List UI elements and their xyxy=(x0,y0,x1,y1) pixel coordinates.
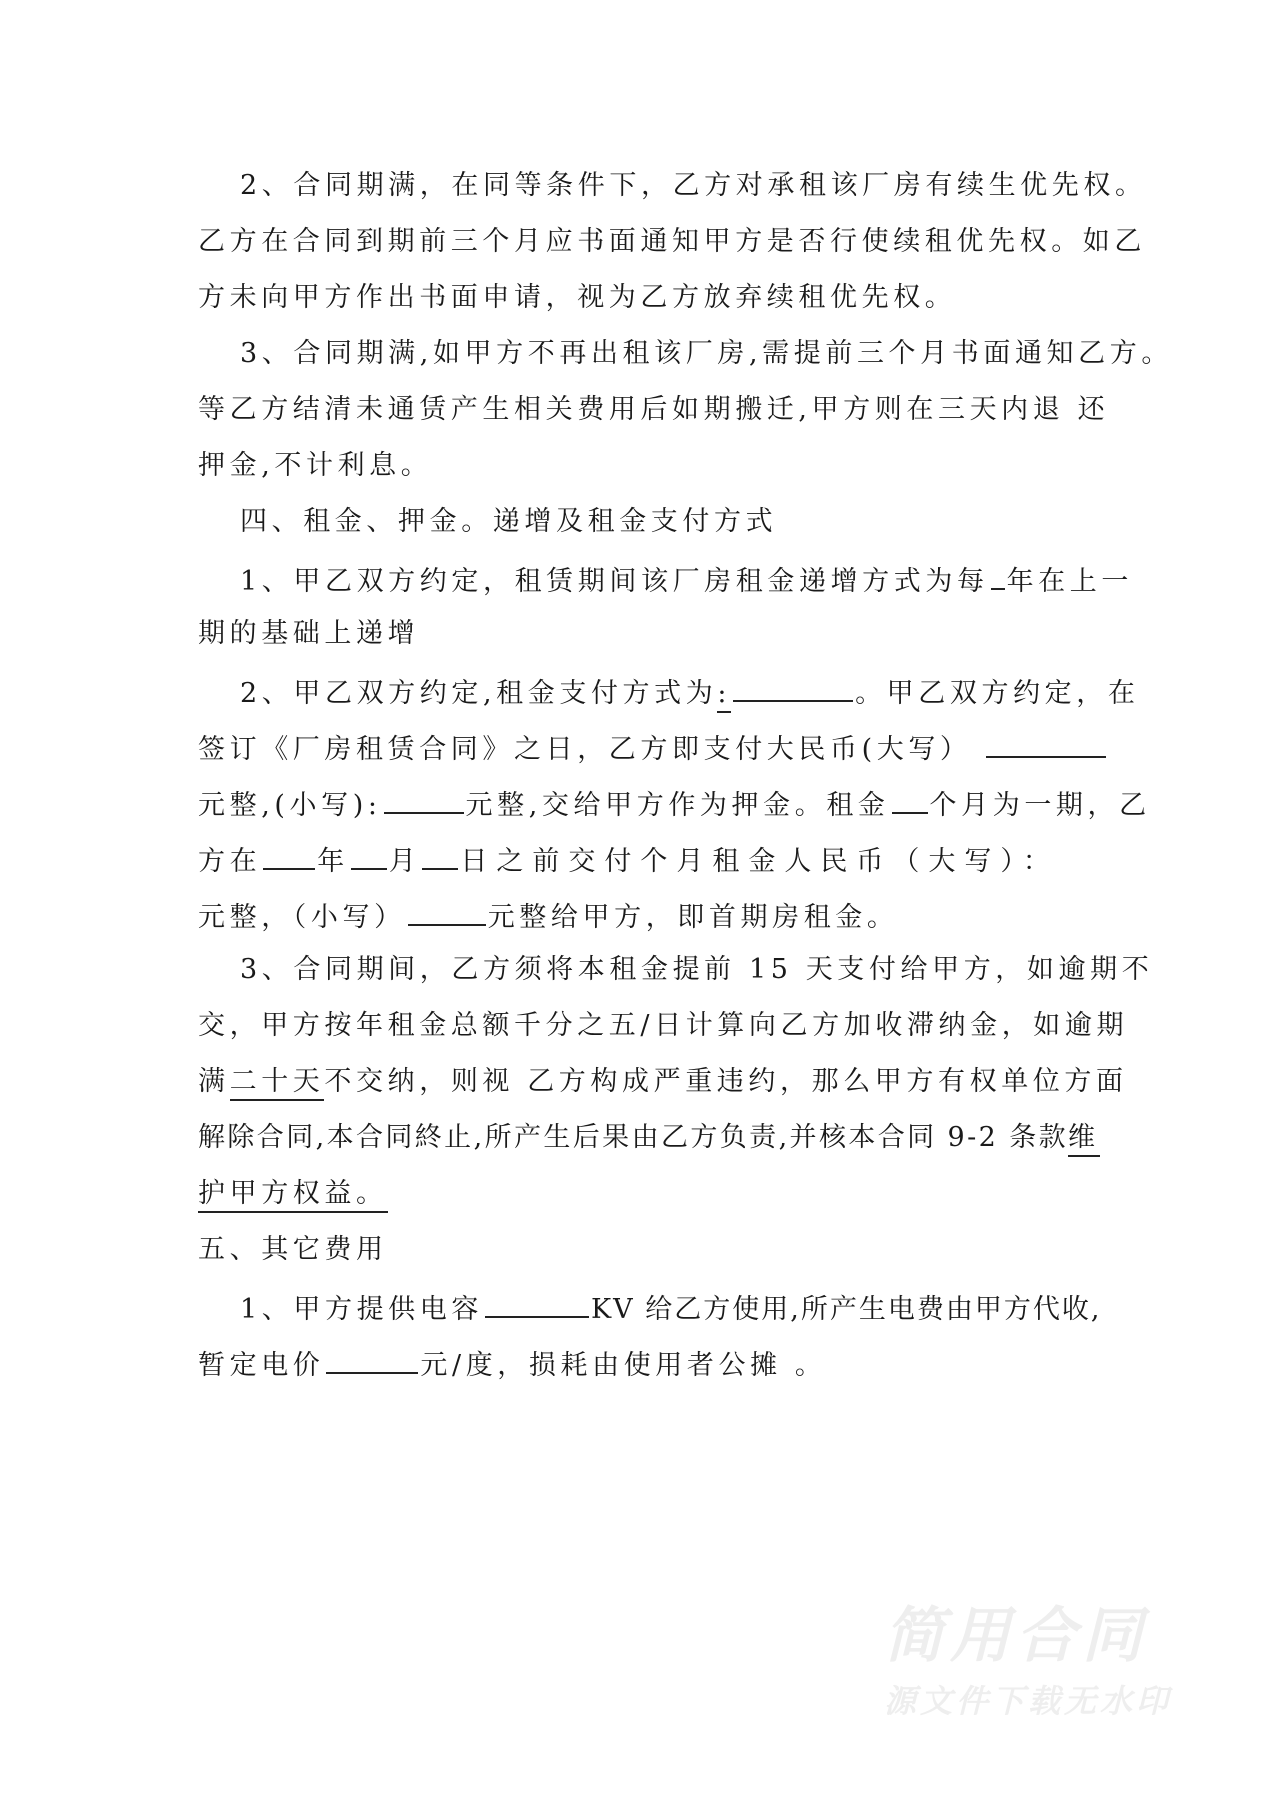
section-4-heading: 四、租金、押金。递增及租金支付方式 xyxy=(240,506,778,537)
first-rent-text-b: 元整给甲方，即首期房租金。 xyxy=(487,902,899,933)
first-rent-text: 日之前交付个月租金人民币（大写）： xyxy=(460,846,1059,877)
late-fee-line-3 xyxy=(198,1062,1128,1102)
payment-line-1 xyxy=(240,670,1140,710)
late-fee-text-a: 满 xyxy=(198,1066,230,1097)
month-label: 月 xyxy=(388,846,421,877)
payment-line-5 xyxy=(198,894,1098,934)
blank-capacity xyxy=(485,1286,589,1318)
deposit-lowercase-label: 元整,(小写): xyxy=(198,790,382,821)
section-5-heading: 五、其它费用 xyxy=(198,1234,388,1265)
underlined-protect-a: 维 xyxy=(1068,1122,1100,1157)
clause-expiry-line-3: 押金,不计利息。 xyxy=(198,450,433,481)
late-fee-text-b: 不交纳，则视 乙方构成严重违约，那么甲方有权单位方面 xyxy=(324,1066,1128,1097)
watermark-subtitle: 源文件下载无水印 xyxy=(884,1682,1173,1720)
underlined-protect-b: 护甲方权益。 xyxy=(198,1178,388,1213)
blank-month xyxy=(351,838,387,870)
payment-method-colon: : xyxy=(717,678,731,713)
clause-renewal-line-2: 乙方在合同到期前三个月应书面通知甲方是否行使续租优先权。如乙 xyxy=(198,226,1146,257)
blank-payment-method xyxy=(733,670,853,702)
underlined-twenty-days: 二十天 xyxy=(230,1066,325,1101)
electricity-line-1 xyxy=(240,1286,1140,1326)
rent-increase-text-b: 年在上一 xyxy=(1006,566,1133,597)
blank-years xyxy=(991,558,1005,590)
clause-expiry-line-1: 3、合同期满,如甲方不再出租该厂房,需提前三个月书面通知乙方。 xyxy=(240,338,1173,369)
blank-price xyxy=(326,1342,418,1374)
due-date-label: 方在 xyxy=(198,846,262,877)
deposit-text-b: 元整,交给甲方作为押金。租金 xyxy=(465,790,890,821)
payment-line-3 xyxy=(198,782,1151,822)
capacity-label: 1、甲方提供电容 xyxy=(240,1294,483,1325)
late-fee-line-2: 交，甲方按年租金总额千分之五/日计算向乙方加收滞纳金，如逾期 xyxy=(198,1010,1129,1041)
blank-year xyxy=(263,838,315,870)
capacity-text: KV 给乙方使用,所产生电费由甲方代收, xyxy=(590,1294,1102,1325)
payment-line-2 xyxy=(198,726,1098,766)
payment-method-text: 2、甲乙双方约定,租金支付方式为 xyxy=(240,678,718,709)
blank-deposit-uppercase xyxy=(986,726,1106,758)
blank-deposit-lowercase xyxy=(384,782,464,814)
late-fee-line-4 xyxy=(198,1118,1098,1158)
rent-increase-text-a: 1、甲乙双方约定，租赁期间该厂房租金递增方式为每 xyxy=(240,566,989,597)
price-text: 元/度，损耗由使用者公摊 。 xyxy=(420,1350,827,1381)
first-rent-lowercase-label: 元整，（小写） xyxy=(198,902,406,933)
late-fee-line-5 xyxy=(198,1174,1098,1214)
late-fee-line-1: 3、合同期间，乙方须将本租金提前 15 天支付给甲方，如逾期不 xyxy=(240,954,1154,985)
blank-months-per-period xyxy=(892,782,928,814)
payment-line-4 xyxy=(198,838,1098,878)
blank-day xyxy=(422,838,458,870)
payment-agree-text: 。甲乙双方约定，在 xyxy=(855,678,1140,709)
clause-renewal-line-3: 方未向甲方作出书面申请，视为乙方放弃续租优先权。 xyxy=(198,282,957,313)
clause-renewal-line-1: 2、合同期满，在同等条件下，乙方对承租该厂房有续生优先权。 xyxy=(240,170,1147,201)
rent-increase-line-1 xyxy=(240,558,1140,598)
rent-increase-line-2: 期的基础上递增 xyxy=(198,618,420,649)
termination-text: 解除合同,本合同終止,所产生后果由乙方负责,并核本合同 9-2 条款 xyxy=(198,1122,1068,1153)
clause-expiry-line-2: 等乙方结清未通赁产生相关费用后如期搬迁,甲方则在三天内退 还 xyxy=(198,394,1110,425)
price-label: 暂定电价 xyxy=(198,1350,325,1381)
electricity-line-2 xyxy=(198,1342,1098,1382)
period-text: 个月为一期，乙 xyxy=(929,790,1151,821)
watermark-title: 简用合同 xyxy=(884,1601,1148,1671)
blank-first-rent-lowercase xyxy=(408,894,486,926)
year-label: 年 xyxy=(317,846,349,877)
deposit-text: 签订《厂房租赁合同》之日，乙方即支付大民币(大写） xyxy=(198,734,972,765)
